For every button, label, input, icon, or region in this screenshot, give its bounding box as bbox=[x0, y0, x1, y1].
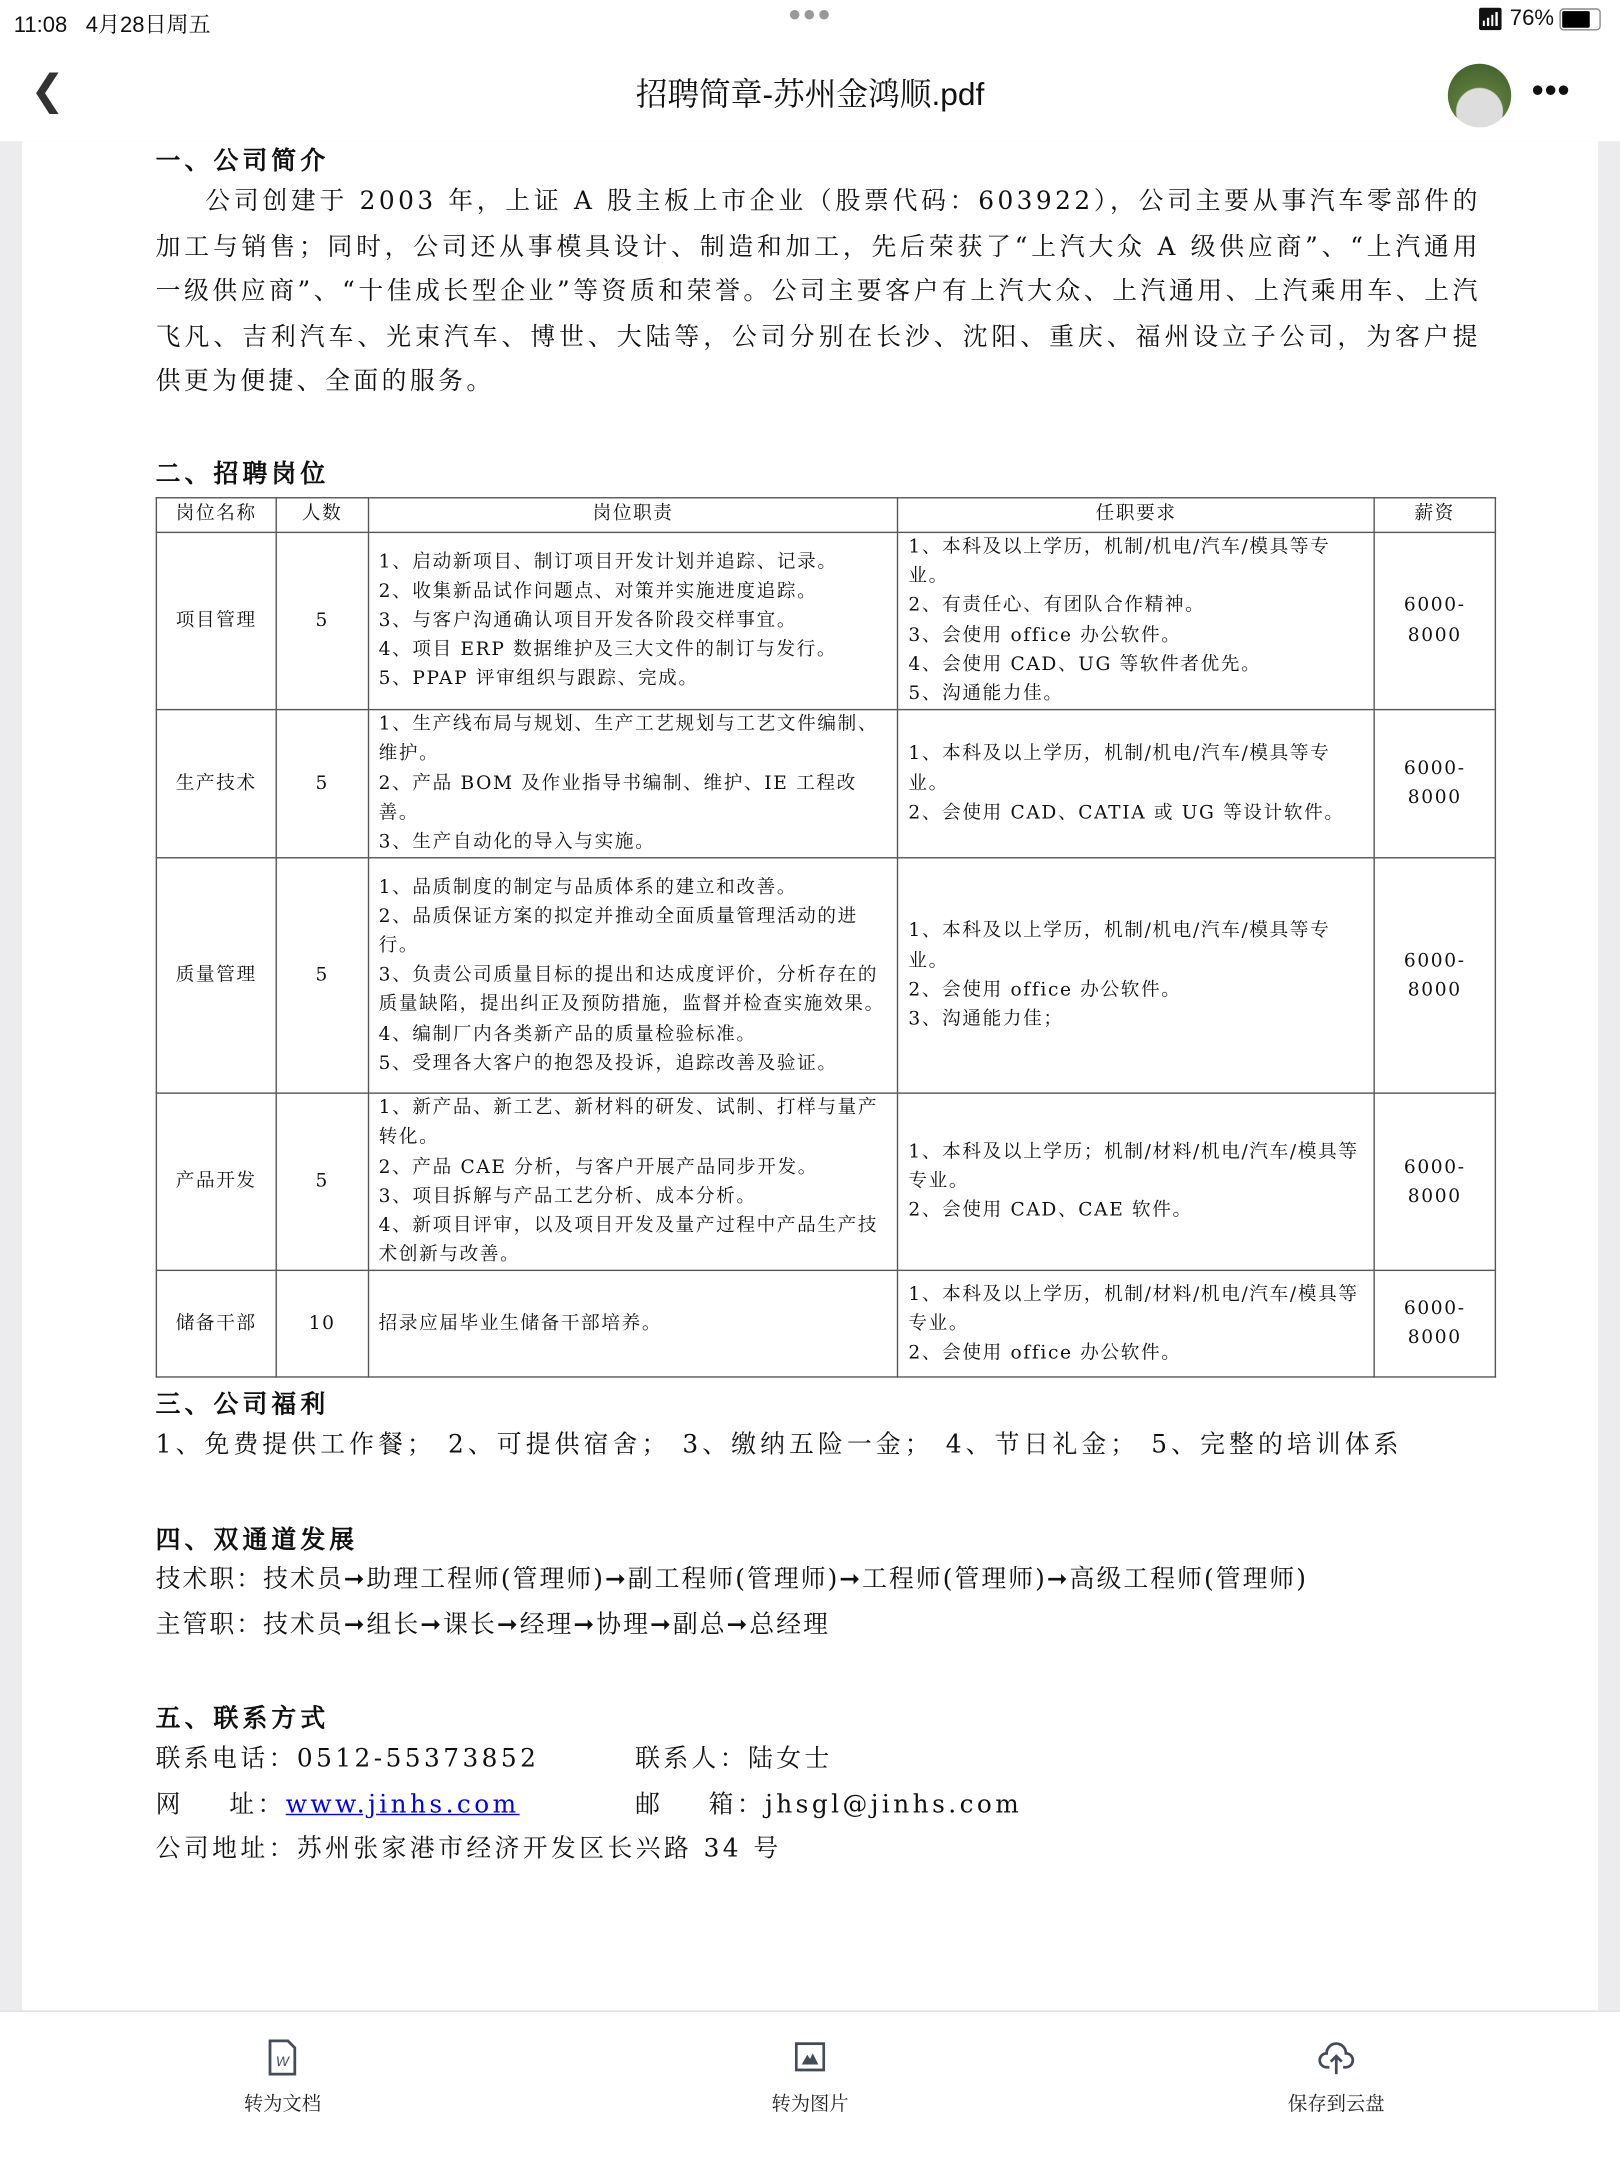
job-name: 项目管理 bbox=[156, 532, 276, 710]
column-header: 任职要求 bbox=[898, 498, 1374, 533]
label: 转为文档 bbox=[243, 2092, 321, 2115]
job-name: 生产技术 bbox=[156, 710, 276, 858]
table-row bbox=[156, 858, 1495, 1093]
requirement-item: 3、沟通能力佳； bbox=[908, 1007, 1064, 1031]
duty-item: 招录应届毕业生储备干部培养。 bbox=[378, 1312, 663, 1335]
job-salary: 6000-8000 bbox=[1374, 1271, 1495, 1378]
section-title: 四、双通道发展 bbox=[155, 1525, 359, 1555]
requirement-item: 2、有责任心、有团队合作精神。 bbox=[908, 594, 1206, 617]
job-requirements bbox=[898, 858, 1374, 1093]
column-header: 薪资 bbox=[1374, 498, 1495, 533]
convert-doc-button[interactable] bbox=[172, 2040, 392, 2118]
status-bar bbox=[0, 0, 1620, 42]
duty-item: 3、生产自动化的导入与实施。 bbox=[378, 830, 656, 853]
requirement-item: 3、会使用 office 办公软件。 bbox=[908, 623, 1182, 647]
document-title: 招聘简章-苏州金鸿顺.pdf bbox=[635, 76, 985, 113]
more-icon[interactable]: ••• bbox=[1531, 71, 1571, 110]
multitask-dots-icon[interactable]: ●●● bbox=[787, 2, 833, 27]
requirement-item: 1、本科及以上学历，机制/机电/汽车/模具等专业。 bbox=[908, 535, 1331, 588]
job-duties bbox=[368, 858, 898, 1093]
duty-item: 2、品质保证方案的拟定并推动全面质量管理活动的进行。 bbox=[378, 905, 858, 957]
label: 保存到云盘 bbox=[1288, 2092, 1385, 2115]
job-requirements bbox=[898, 532, 1374, 710]
requirement-item: 2、会使用 office 办公软件。 bbox=[908, 978, 1182, 1001]
requirement-item: 2、会使用 CAD、CAE 软件。 bbox=[908, 1199, 1193, 1222]
job-duties bbox=[368, 532, 898, 710]
convert-image-button[interactable] bbox=[700, 2040, 920, 2118]
table-row bbox=[156, 532, 1495, 710]
section-title: 一、公司简介 bbox=[155, 146, 330, 176]
pdf-viewer[interactable] bbox=[0, 141, 1620, 2010]
word-doc-icon bbox=[267, 2040, 297, 2076]
table-row bbox=[156, 1093, 1495, 1271]
benefits: 1、免费提供工作餐； 2、可提供宿舍； 3、缴纳五险一金； 4、节日礼金； 5、完整的培训体系 bbox=[155, 1430, 1403, 1460]
duty-item: 4、项目 ERP 数据维护及三大文件的制订与发行。 bbox=[378, 638, 838, 661]
duty-item: 2、产品 CAE 分析，与客户开展产品同步开发。 bbox=[378, 1155, 818, 1178]
contact-address bbox=[156, 1828, 1481, 1873]
table-row bbox=[156, 1271, 1495, 1378]
job-requirements bbox=[898, 1093, 1374, 1271]
job-salary: 6000-8000 bbox=[1374, 1093, 1495, 1271]
job-name: 质量管理 bbox=[156, 858, 276, 1093]
company-intro: 公司创建于 2003 年，上证 A 股主板上市企业（股票代码：603922），公司主要从事汽车零部件的加工与销售；同时，公司还从事模具设计、制造和加工，先后荣获了“上汽大众 A 级供应商”、“上汽通用一级供应商”、“十佳成长型企业”等资质和荣誉。公司主要客户有上汽大众、上汽通用、上汽乘用车、上汽飞凡、吉利汽车、光束汽车、博世、大陆等，公司分别在长沙、沈阳、重庆、福州设立子公司，为客户提供更为便捷、全面的服务。 bbox=[155, 186, 1481, 396]
job-duties bbox=[368, 710, 898, 858]
pdf-page bbox=[22, 141, 1598, 2010]
mgmt-path: 主管职：技术员➞组长➞课长➞经理➞协理➞副总➞总经理 bbox=[155, 1610, 831, 1640]
website-link[interactable]: www.jinhs.com bbox=[285, 1790, 520, 1820]
save-cloud-button[interactable] bbox=[1226, 2040, 1446, 2118]
contact: 陆女士 bbox=[748, 1744, 833, 1774]
duty-item: 1、品质制度的制定与品质体系的建立和改善。 bbox=[378, 875, 798, 898]
requirement-item: 1、本科及以上学历，机制/材料/机电/汽车/模具等专业。 bbox=[908, 1283, 1359, 1335]
requirement-item: 2、会使用 CAD、CATIA 或 UG 等设计软件。 bbox=[908, 801, 1345, 824]
avatar[interactable] bbox=[1448, 64, 1511, 128]
duty-item: 3、与客户沟通确认项目开发各阶段交样事宜。 bbox=[378, 609, 798, 632]
duty-item: 3、负责公司质量目标的提出和达成度评价，分析存在的质量缺陷，提出纠正及预防措施，监督并检查实施效果。 bbox=[378, 963, 885, 1016]
label: 网 址： bbox=[155, 1790, 286, 1820]
label: 邮 箱： bbox=[635, 1790, 766, 1820]
label: 公司地址： bbox=[155, 1834, 297, 1864]
duty-item: 3、项目拆解与产品工艺分析、成本分析。 bbox=[378, 1185, 757, 1208]
tech-path: 技术职：技术员➞助理工程师(管理师)➞副工程师(管理师)➞工程师(管理师)➞高级工程师(管理师) bbox=[155, 1564, 1309, 1594]
section-title: 五、联系方式 bbox=[155, 1704, 330, 1734]
requirement-item: 1、本科及以上学历；机制/材料/机电/汽车/模具等专业。 bbox=[908, 1140, 1359, 1193]
back-chevron-icon[interactable]: ❮ bbox=[30, 67, 65, 114]
job-salary: 6000-8000 bbox=[1374, 858, 1495, 1093]
duty-item: 2、产品 BOM 及作业指导书编制、维护、IE 工程改善。 bbox=[378, 772, 857, 824]
wifi-icon: 📶︎ bbox=[1476, 8, 1505, 32]
job-salary: 6000-8000 bbox=[1374, 532, 1495, 710]
requirement-item: 4、会使用 CAD、UG 等软件者优先。 bbox=[908, 653, 1262, 676]
contact-email bbox=[635, 1783, 1186, 1828]
duty-item: 5、受理各大客户的抱怨及投诉，追踪改善及验证。 bbox=[378, 1051, 838, 1075]
job-requirements bbox=[898, 1271, 1374, 1378]
requirement-item: 1、本科及以上学历，机制/机电/汽车/模具等专业。 bbox=[908, 919, 1331, 972]
image-icon bbox=[795, 2040, 825, 2076]
requirement-item: 5、沟通能力佳。 bbox=[908, 682, 1064, 705]
job-requirements bbox=[898, 710, 1374, 858]
duty-item: 5、PPAP 评审组织与跟踪、完成。 bbox=[378, 667, 699, 691]
requirement-item: 1、本科及以上学历，机制/机电/汽车/模具等专业。 bbox=[908, 742, 1331, 795]
job-count: 5 bbox=[276, 532, 368, 710]
cloud-upload-icon bbox=[1317, 2040, 1356, 2076]
email: jhsgl@jinhs.com bbox=[765, 1790, 1023, 1820]
duty-item: 4、新项目评审，以及项目开发及量产过程中产品生产技术创新与改善。 bbox=[378, 1214, 879, 1266]
job-name: 储备干部 bbox=[156, 1271, 276, 1378]
job-name: 产品开发 bbox=[156, 1093, 276, 1271]
duty-item: 2、收集新品试作问题点、对策并实施进度追踪。 bbox=[378, 579, 818, 603]
column-header: 岗位职责 bbox=[368, 498, 898, 533]
column-header: 人数 bbox=[276, 498, 368, 533]
contact-person bbox=[635, 1738, 1186, 1783]
job-count: 10 bbox=[276, 1271, 368, 1378]
job-duties bbox=[368, 1093, 898, 1271]
requirement-item: 2、会使用 office 办公软件。 bbox=[908, 1341, 1182, 1364]
label: 联系人： bbox=[635, 1744, 749, 1774]
status-time: 11:08 4月28日周五 bbox=[13, 13, 211, 38]
column-header: 岗位名称 bbox=[156, 498, 276, 533]
svg-text:W: W bbox=[275, 2052, 289, 2069]
phone: 0512-55373852 bbox=[296, 1744, 540, 1774]
duty-item: 1、新产品、新工艺、新材料的研发、试制、打样与量产转化。 bbox=[378, 1096, 879, 1149]
section-title: 三、公司福利 bbox=[155, 1390, 330, 1420]
job-duties bbox=[368, 1271, 898, 1378]
job-salary: 6000-8000 bbox=[1374, 710, 1495, 858]
nav-bar bbox=[0, 42, 1620, 142]
battery-icon bbox=[1559, 8, 1600, 30]
jobs-table bbox=[156, 497, 1496, 1378]
job-count: 5 bbox=[276, 710, 368, 858]
label: 转为图片 bbox=[771, 2092, 849, 2115]
table-row bbox=[156, 710, 1495, 858]
duty-item: 1、启动新项目、制订项目开发计划并追踪、记录。 bbox=[378, 550, 838, 573]
job-count: 5 bbox=[276, 1093, 368, 1271]
duty-item: 1、生产线布局与规划、生产工艺规划与工艺文件编制、维护。 bbox=[378, 713, 879, 765]
duty-item: 4、编制厂内各类新产品的质量检验标准。 bbox=[378, 1022, 757, 1045]
address: 苏州张家港市经济开发区长兴路 34 号 bbox=[296, 1834, 782, 1864]
job-count: 5 bbox=[276, 858, 368, 1093]
bottom-toolbar bbox=[0, 2010, 1620, 2161]
section-title: 二、招聘岗位 bbox=[155, 459, 330, 489]
battery-percent: 76% bbox=[1509, 6, 1554, 31]
label: 联系电话： bbox=[155, 1744, 297, 1774]
